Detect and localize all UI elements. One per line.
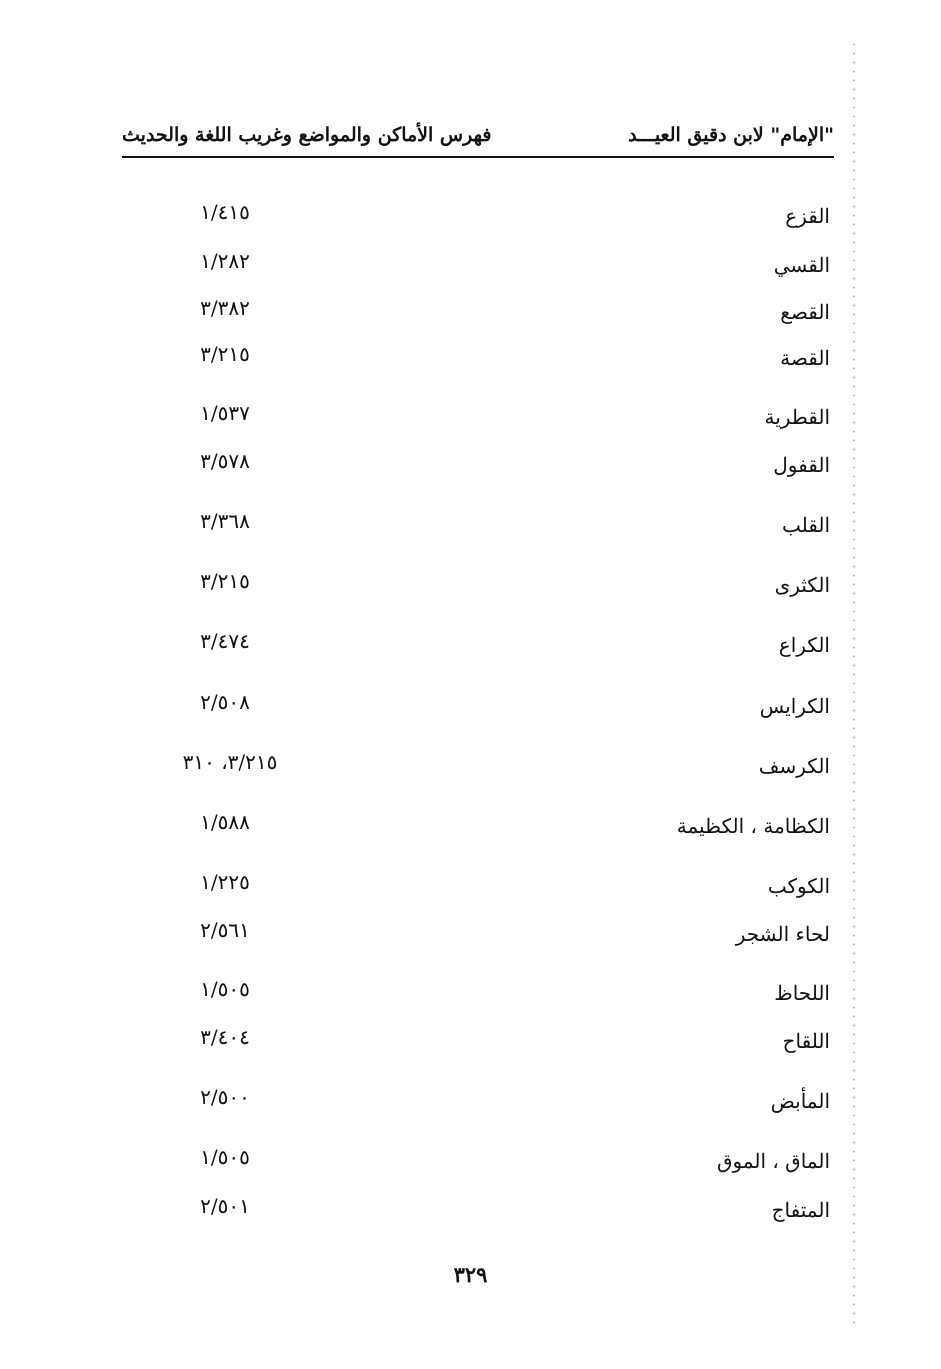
- entry-term: الكرايس: [759, 694, 830, 718]
- index-entry: [130, 918, 830, 962]
- entry-term: القسي: [773, 253, 830, 277]
- entry-term: الماق ، الموق: [716, 1149, 830, 1173]
- entry-term: الكثرى: [774, 573, 830, 597]
- entry-reference: ٣/٤٧٤: [200, 629, 250, 653]
- entry-term: الكوكب: [767, 874, 830, 898]
- entry-reference: ٣/٢١٥: [200, 342, 250, 366]
- index-title: فهرس الأماكن والمواضع وغريب اللغة والحديث: [122, 124, 492, 146]
- entry-reference: ٣/٤٠٤: [200, 1025, 250, 1049]
- entry-reference: ١/٢٨٢: [200, 249, 250, 273]
- book-title: "الإمام" لابن دقيق العيـــد: [628, 124, 834, 146]
- index-entry: [130, 1085, 830, 1129]
- index-entry: [130, 569, 830, 613]
- entry-reference: ٢/٥٦١: [200, 918, 250, 942]
- index-entry: [130, 629, 830, 673]
- index-entry: [130, 810, 830, 854]
- entry-reference: ١/٢٢٥: [200, 870, 250, 894]
- index-entry: [130, 1194, 830, 1238]
- index-entry: [130, 449, 830, 493]
- entry-reference: ٣/٢١٥، ٣١٠: [182, 750, 278, 774]
- entry-reference: ٣/٣٦٨: [200, 509, 250, 533]
- entry-reference: ٢/٥٠٨: [200, 690, 250, 714]
- index-entry: [130, 977, 830, 1021]
- entry-term: القطرية: [764, 405, 830, 429]
- index-entry: [130, 342, 830, 386]
- index-entry: [130, 509, 830, 553]
- entry-term: لحاء الشجر: [735, 922, 830, 946]
- page-number: ٣٢٩: [453, 1262, 488, 1287]
- index-entry: [130, 1145, 830, 1189]
- entry-term: القصع: [780, 300, 830, 324]
- index-entry: [130, 401, 830, 445]
- entry-term: الكرسف: [758, 754, 830, 778]
- entry-term: القصة: [780, 346, 830, 370]
- entry-reference: ١/٤١٥: [200, 200, 250, 224]
- entry-reference: ١/٥٣٧: [200, 401, 250, 425]
- index-entry: [130, 200, 830, 244]
- index-entry: [130, 870, 830, 914]
- entry-reference: ١/٥٠٥: [200, 1145, 250, 1169]
- entry-reference: ٢/٥٠١: [200, 1194, 250, 1218]
- entry-reference: ٣/٣٨٢: [200, 296, 250, 320]
- entry-term: القزع: [785, 204, 830, 228]
- entry-reference: ٢/٥٠٠: [200, 1085, 250, 1109]
- index-entry: [130, 296, 830, 340]
- entry-term: الكراع: [778, 633, 830, 657]
- entry-term: القفول: [773, 453, 830, 477]
- index-entry: [130, 249, 830, 293]
- entry-reference: ١/٥٨٨: [200, 810, 250, 834]
- entry-term: الكظامة ، الكظيمة: [676, 814, 830, 838]
- entry-reference: ١/٥٠٥: [200, 977, 250, 1001]
- index-entry: [130, 690, 830, 734]
- entry-term: القلب: [781, 513, 830, 537]
- entry-term: اللحاظ: [774, 981, 830, 1005]
- index-entry: [130, 1025, 830, 1069]
- entry-term: اللقاح: [782, 1029, 830, 1053]
- index-entry: [130, 750, 830, 794]
- entry-reference: ٣/٥٧٨: [200, 449, 250, 473]
- entry-term: المتفاج: [771, 1198, 830, 1222]
- entry-term: المأبض: [770, 1089, 830, 1113]
- entry-reference: ٣/٢١٥: [200, 569, 250, 593]
